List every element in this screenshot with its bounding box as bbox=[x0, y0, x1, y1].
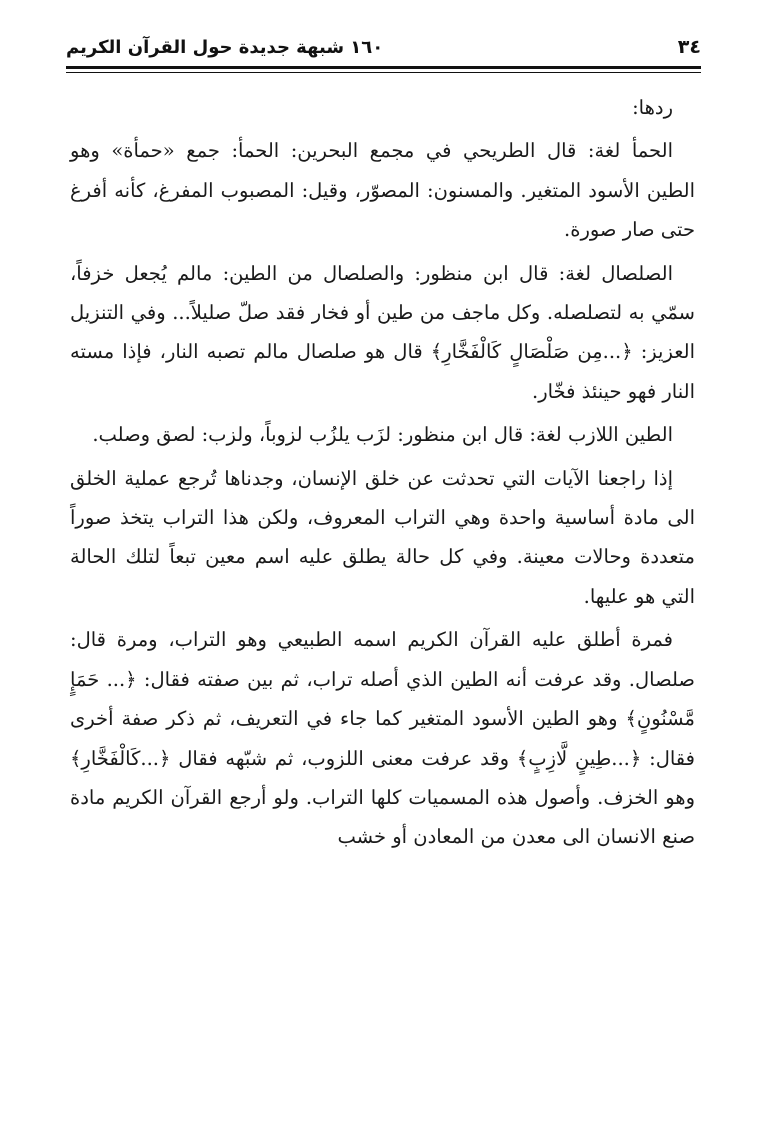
page-header bbox=[66, 30, 701, 64]
paragraph-reply-heading: ردها: bbox=[632, 96, 673, 119]
header-rule-thick bbox=[66, 66, 701, 69]
header-rule-thin bbox=[66, 72, 701, 73]
paragraph-lazib-definition: الطين اللازب لغة: قال ابن منظور: لزَب يلزُب لزوباً، ولزب: لصق وصلب. bbox=[92, 423, 673, 447]
page-number: ٣٤ bbox=[677, 36, 701, 58]
running-title: ١٦٠ شبهة جديدة حول القرآن الكريم bbox=[66, 36, 384, 58]
paragraph-quran-names: فمرة أطلق عليه القرآن الكريم اسمه الطبيعي وهو التراب، ومرة قال: صلصال. وقد عرفت أنه الطين الذي أصله تراب، ثم بين صفته فقال: ﴿... حَمَإٍ مَّسْنُونٍ﴾ وهو الطين الأسود المتغير كما جاء في التعريف، ثم ذكر صفة أخرى فقال: ﴿...طِينٍ لَّازِبٍ﴾ وقد عرفت معنى اللزوب، ثم شبّهه فقال ﴿...كَالْفَخَّارِ﴾ وهو الخزف. وأصول هذه المسميات كلها التراب. ولو أرجع القرآن الكريم مادة صنع الانسان الى معدن من المعادن أو خشب bbox=[70, 628, 695, 849]
page-body bbox=[70, 88, 695, 857]
paragraph-creation-verses: إذا راجعنا الآيات التي تحدثت عن خلق الإنسان، وجدناها تُرجع عملية الخلق الى مادة أساسية واحدة وهي التراب المعروف، ولكن هذا التراب يتخذ صوراً متعددة وحالات معينة. وفي كل حالة يطلق عليه اسم معين تبعاً لتلك الحالة التي هو عليها. bbox=[70, 466, 695, 608]
paragraph-hama-definition: الحمأ لغة: قال الطريحي في مجمع البحرين: الحمأ: جمع «حمأة» وهو الطين الأسود المتغير. والمسنون: المصوّر، وقيل: المصبوب المفرغ، كأنه أفرغ حتى صار صورة. bbox=[70, 139, 695, 242]
paragraph-salsal-definition: الصلصال لغة: قال ابن منظور: والصلصال من الطين: مالم يُجعل خزفاً، سمّي به لتصلصله. وكل ماجف من طين أو فخار فقد صلّ صليلاً... وفي التنزيل العزيز: ﴿...مِن صَلْصَالٍ كَالْفَخَّارِ﴾ قال هو صلصال مالم تصبه النار، فإذا مسته النار فهو حينئذ فخّار. bbox=[70, 261, 695, 403]
